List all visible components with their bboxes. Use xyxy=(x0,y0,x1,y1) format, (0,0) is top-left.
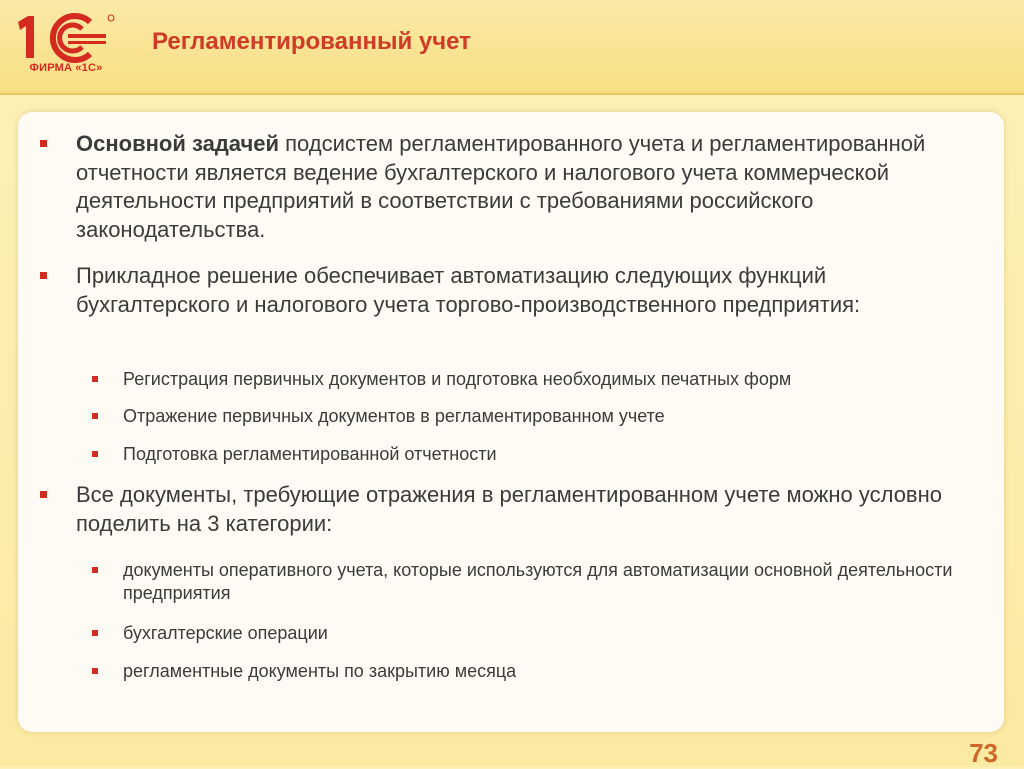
bullet-icon xyxy=(92,567,98,573)
sub-list-item-text: Подготовка регламентированной отчетности xyxy=(123,444,497,464)
sub-list-item-text: документы оперативного учета, которые используются для автоматизации основной деятельности предприятия xyxy=(123,560,953,603)
bullet-icon xyxy=(92,668,98,674)
header-divider xyxy=(0,93,1024,95)
list-item-text: Все документы, требующие отражения в регламентированном учете можно условно поделить на 3 категории: xyxy=(76,482,943,536)
bullet-icon xyxy=(92,451,98,457)
sub-list-item-text: Регистрация первичных документов и подготовка необходимых печатных форм xyxy=(123,369,792,389)
bullet-icon xyxy=(92,413,98,419)
list-item-body: подсистем регламентированного учета и регламентированной отчетности является ведение бухгалтерского и налогового учета коммерческой деятельности предприятий в соответствии с требованиями российского законодательства. xyxy=(76,131,926,242)
list-item-text xyxy=(76,130,986,244)
page-number: 73 xyxy=(969,738,998,768)
slide-header xyxy=(0,0,1024,93)
sub-list-item-text: бухгалтерские операции xyxy=(123,623,328,643)
sub-list-item-text: Отражение первичных документов в регламентированном учете xyxy=(123,406,665,426)
bullet-icon xyxy=(40,272,47,279)
bullet-icon xyxy=(92,376,98,382)
page-title: Регламентированный учет xyxy=(152,28,471,55)
list-item-text: Прикладное решение обеспечивает автоматизацию следующих функций бухгалтерского и налогового учета торгово-производственного предприятия: xyxy=(76,263,861,317)
logo-caption: ФИРМА «1С» xyxy=(29,62,103,74)
list-item-bold: Основной задачей xyxy=(76,131,280,156)
sub-list-item-text: регламентные документы по закрытию месяца xyxy=(123,661,517,681)
bullet-icon xyxy=(40,140,47,147)
bullet-icon xyxy=(92,630,98,636)
bullet-icon xyxy=(40,491,47,498)
